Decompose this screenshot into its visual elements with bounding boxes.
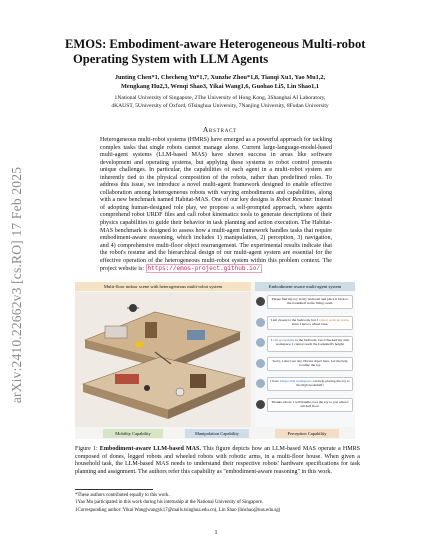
robot-avatar-icon: [256, 379, 265, 388]
rug-shape: [115, 374, 139, 384]
chat-text: I: [271, 338, 274, 342]
wheeled-robot-icon: [176, 388, 184, 396]
caption-label: Figure 1:: [75, 446, 98, 452]
chat-text: , since I have a wheel base.: [291, 318, 350, 327]
page-number: 1: [214, 529, 218, 536]
abstract-text-1: Heterogeneous multi-robot systems (HMRS) have emerged as a powerful approach for tackling complex tasks that single robots cannot manage alone. Current large-language-model-based multi-agent systems (LLM-based MAS) have shown success in areas like software development and operating systems, but applying these systems to robot control presents unique challenges. In particular, the capabilities of each agent in a multi-robot system are inherently tied to the physical composition of the robots, rather than predefined roles. To address this issue, we introduce a novel multi-agent framework designed to enable effective collaboration among heterogeneous robots with varying embodiments and capabilities, along with a new benchmark named Habitat-MAS. One of our key designs is: [100, 137, 332, 204]
arxiv-stamp-text: arXiv:2410.22662v3 [cs.RO] 17 Feb 2025: [9, 166, 24, 404]
footnote-1: *These authors contributed equally to this work.: [75, 493, 170, 498]
author-list: [70, 73, 370, 91]
caption-text: This figure depicts how an LLM-based MAS operate a HMRS composed of dones, legged robots and wheeled robots with robotic arms, in a multi-floor house. When given a household task, the LLM-based MAS needs to understand their respective robots' hardware specifications for task planning and assignment. The authors refer this capability as "embodiment-aware reasoning" in this work.: [75, 446, 360, 475]
figure-left-header: Multi-floor indoor scene with heterogeneous multi-robot system: [75, 282, 251, 291]
bed-shape: [105, 326, 127, 338]
chat-message-5: [267, 377, 353, 391]
chat-message-2: [267, 316, 353, 330]
chat-text: Sorry, I don't see any vibrant object here.: [272, 359, 331, 363]
affiliations-line-2: 4KAUST, 5University of Oxford, 6Tsinghua University, 7Nanjing University, 8Fudan University: [111, 103, 329, 109]
caption-title: Embodiment-aware LLM-based MAS.: [99, 446, 201, 452]
abstract-text-2: : Instead of adopting human-designed role play, we propose a self-prompted approach, where agents comprehend robot URDF files and call robot kinematics tools to generate descriptions of their physics capabilities to guide their behavior in task planning and action execution. The Habitat-MAS benchmark is designed to assess how a multi-agent framework handles tasks that require embodiment-aware reasoning, which includes 1) manipulation, 2) perception, 3) navigation, and 4) comprehensive multi-floor object rearrangement. The experimental results indicate that the robot's resume and the hierarchical design of our multi-agent system are essential for the effective operation of the heterogeneous multi-robot system within this problem context. The project website is:: [100, 197, 333, 273]
affiliations-line-1: 1National University of Singapore, 2The University of Hong Kong, 3Shanghai AI Laboratory,: [114, 95, 326, 101]
robot-avatar-icon: [256, 338, 265, 347]
user-avatar-icon: [256, 400, 265, 409]
robot-avatar-icon: [256, 318, 265, 327]
chat-text: Let me help localize the toy.: [298, 359, 348, 368]
chat-message-6: [267, 398, 353, 412]
figure-right-header: Embodiment-aware multi-agent system: [255, 282, 355, 291]
paper-title: [65, 37, 395, 67]
footnote-3: 1Corresponding author: Yikai Wang(wangyk17@mails.tsinghua.edu.cn), Lin Shao (linshao@nus.edu.sg): [75, 507, 281, 513]
mobility-capability-label: Mobility Capability: [103, 429, 163, 438]
chat-panel: [255, 292, 355, 427]
robot-avatar-icon: [256, 359, 265, 368]
user-avatar-icon: [256, 297, 265, 306]
chat-text: Please find my toy in my bedroom and place it back to the bookshelf in the living room.: [271, 297, 349, 306]
human-figure-icon: [144, 385, 150, 391]
authors-line-1: Junting Chen*1, Checheng Yu*1,7, Xunzhe Zhou*1,8, Tianqi Xu1, Yao Mu1,2,: [114, 74, 326, 81]
figure-1: [75, 282, 355, 439]
house-scene-illustration: [75, 292, 251, 427]
chat-text: , can help placing the toy to the high bookshelf!: [296, 379, 350, 388]
chat-text: I have: [270, 379, 280, 383]
title-line-1: EMOS: Embodiment-aware Heterogeneous Multi-robot: [65, 37, 366, 51]
chat-message-3: [267, 336, 353, 352]
bookshelf-shape: [190, 374, 206, 388]
manipulation-capability-label: Manipulation Capability: [185, 429, 249, 438]
chat-text: to the bedroom, but I checked my arm workspace. I cannot reach the bookshelf's height.: [275, 338, 349, 347]
footnote-2: 1Yao Mu participated in this work during his internship at the National University of Singapore.: [75, 500, 264, 506]
project-url-link[interactable]: https://emos-project.github.io/: [147, 265, 261, 273]
perception-capability-label: Perception Capability: [275, 429, 339, 438]
footnotes: [75, 492, 365, 514]
chat-highlight: longer arm workspace: [279, 379, 311, 383]
chat-highlight: cannot walk up stairs: [318, 318, 349, 322]
chat-text: I am closest to the bedroom, but I: [270, 318, 319, 322]
footnote-rule: [75, 489, 153, 490]
chat-highlight: can go upstairs: [273, 338, 295, 342]
title-line-2: Operating System with LLM Agents: [73, 52, 269, 66]
arxiv-stamp: [8, 150, 26, 420]
figure-caption: [75, 446, 360, 476]
chat-message-1: [267, 295, 353, 309]
authors-line-2: Mengkang Hu2,3, Wenqi Shao3, Yikai Wang1,6, Guohao Li5, Lin Shao1,1: [120, 83, 320, 90]
chat-text: Thanks robots. I will handle over the toy to you when I am half floor.: [271, 400, 349, 409]
chat-message-4: [267, 357, 353, 371]
abstract-heading: Abstract: [202, 125, 238, 134]
abstract-body: [100, 137, 332, 274]
affiliations: [70, 94, 370, 110]
shelf-shape: [145, 322, 157, 338]
abstract-emphasis: Robot Resume: [276, 197, 312, 204]
legged-robot-icon: [135, 342, 143, 347]
sofa-shape: [187, 330, 205, 340]
